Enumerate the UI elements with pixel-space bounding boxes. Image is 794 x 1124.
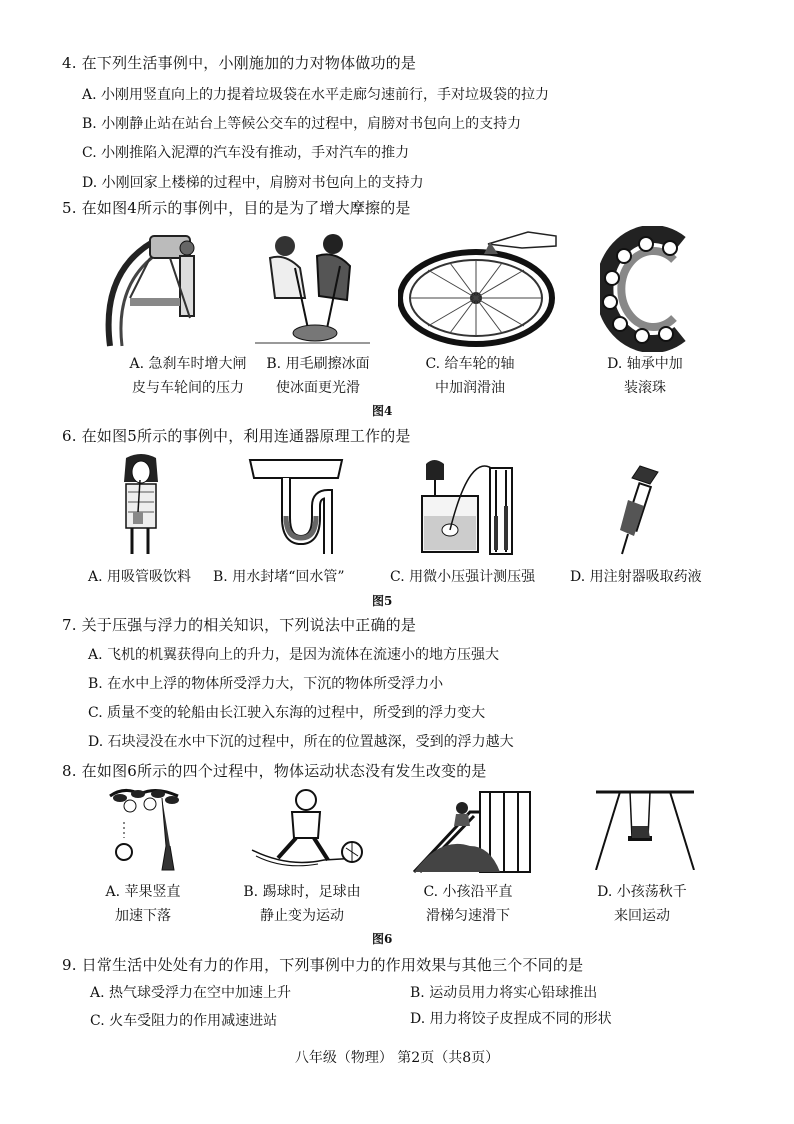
q5-caption-a-line1: A. 急刹车时增大闸 <box>129 356 247 372</box>
q8-caption-b-line1: B. 踢球时，足球由 <box>243 884 361 900</box>
q5-caption-c-line1: C. 给车轮的轴 <box>425 356 515 372</box>
bicycle-wheel-image <box>398 224 558 348</box>
q5-caption-c <box>405 352 535 400</box>
q8-caption-b-line2: 静止变为运动 <box>260 908 344 924</box>
q9-stem: 9. 日常生活中处处有力的作用，下列事例中力的作用效果与其他三个不同的是 <box>62 956 584 974</box>
q8-stem: 8. 在如图6所示的四个过程中，物体运动状态没有发生改变的是 <box>62 762 487 780</box>
q5-caption-a-line2: 皮与车轮间的压力 <box>132 380 244 396</box>
q7-option-c: C. 质量不变的轮船由长江驶入东海的过程中，所受到的浮力变大 <box>88 705 486 721</box>
q8-caption-a-line1: A. 苹果竖直 <box>105 884 181 900</box>
q4-option-d: D. 小刚回家上楼梯的过程中，肩膀对书包向上的支持力 <box>82 175 424 191</box>
q5-stem: 5. 在如图4所示的事例中，目的是为了增大摩擦的是 <box>62 199 411 217</box>
boy-kicking-ball-image <box>248 788 368 868</box>
child-on-slide-image <box>410 786 540 874</box>
q8-caption-d-line1: D. 小孩荡秋千 <box>597 884 687 900</box>
q7-stem: 7. 关于压强与浮力的相关知识，下列说法中正确的是 <box>62 616 417 634</box>
syringe-image <box>614 460 664 556</box>
q8-caption-c-line1: C. 小孩沿平直 <box>423 884 513 900</box>
curling-sweepers-image <box>255 228 370 348</box>
q8-caption-a <box>88 880 198 928</box>
page-footer: 八年级（物理） 第2页（共8页） <box>294 1050 500 1066</box>
q5-caption-b-line2: 使冰面更光滑 <box>276 380 360 396</box>
q7-option-d: D. 石块浸没在水中下沉的过程中，所在的位置越深，受到的浮力越大 <box>88 734 514 750</box>
q4-stem: 4. 在下列生活事例中，小刚施加的力对物体做功的是 <box>62 54 417 72</box>
q6-caption-d: D. 用注射器吸取药液 <box>570 569 702 585</box>
q8-caption-c-line2: 滑梯匀速滑下 <box>426 908 510 924</box>
girl-drinking-straw-image <box>118 452 164 556</box>
q8-caption-d-line2: 来回运动 <box>614 908 670 924</box>
q4-option-c: C. 小刚推陷入泥潭的汽车没有推动，手对汽车的推力 <box>82 145 410 161</box>
figure-6-label: 图6 <box>372 932 393 946</box>
q5-caption-b <box>248 352 388 400</box>
q4-option-b: B. 小刚静止站在站台上等候公交车的过程中，肩膀对书包向上的支持力 <box>82 116 522 132</box>
q5-caption-d-line2: 装滚珠 <box>624 380 666 396</box>
q6-caption-c: C. 用微小压强计测压强 <box>390 569 536 585</box>
q7-option-b: B. 在水中上浮的物体所受浮力大，下沉的物体所受浮力小 <box>88 676 444 692</box>
apple-tree-image <box>104 786 184 872</box>
q9-option-c: C. 火车受阻力的作用减速进站 <box>90 1013 278 1029</box>
q6-caption-b: B. 用水封堵“回水管” <box>213 569 345 585</box>
q4-option-a: A. 小刚用竖直向上的力提着垃圾袋在水平走廊匀速前行，手对垃圾袋的拉力 <box>82 87 550 103</box>
q5-caption-c-line2: 中加润滑油 <box>435 380 505 396</box>
q5-caption-b-line1: B. 用毛刷擦冰面 <box>266 356 370 372</box>
brake-caliper-image <box>100 228 220 348</box>
figure-5-label: 图5 <box>372 594 393 608</box>
q8-caption-c <box>408 880 528 928</box>
q8-caption-a-line2: 加速下落 <box>115 908 171 924</box>
q6-caption-a: A. 用吸管吸饮料 <box>88 569 192 585</box>
q5-caption-d-line1: D. 轴承中加 <box>607 356 683 372</box>
pressure-gauge-image <box>420 456 530 558</box>
q9-option-d: D. 用力将饺子皮捏成不同的形状 <box>410 1011 612 1027</box>
figure-4-label: 图4 <box>372 404 393 418</box>
q6-stem: 6. 在如图5所示的事例中，利用连通器原理工作的是 <box>62 427 411 445</box>
q8-caption-b <box>232 880 372 928</box>
q9-option-b: B. 运动员用力将实心铅球推出 <box>410 985 598 1001</box>
swing-image <box>590 786 700 870</box>
q7-option-a: A. 飞机的机翼获得向上的升力，是因为流体在流速小的地方压强大 <box>88 647 500 663</box>
q5-caption-d <box>585 352 705 400</box>
sink-drain-trap-image <box>246 456 346 554</box>
q8-caption-d <box>582 880 702 928</box>
ball-bearing-image <box>600 226 700 352</box>
q9-option-a: A. 热气球受浮力在空中加速上升 <box>90 985 292 1001</box>
q5-caption-a <box>118 352 258 400</box>
